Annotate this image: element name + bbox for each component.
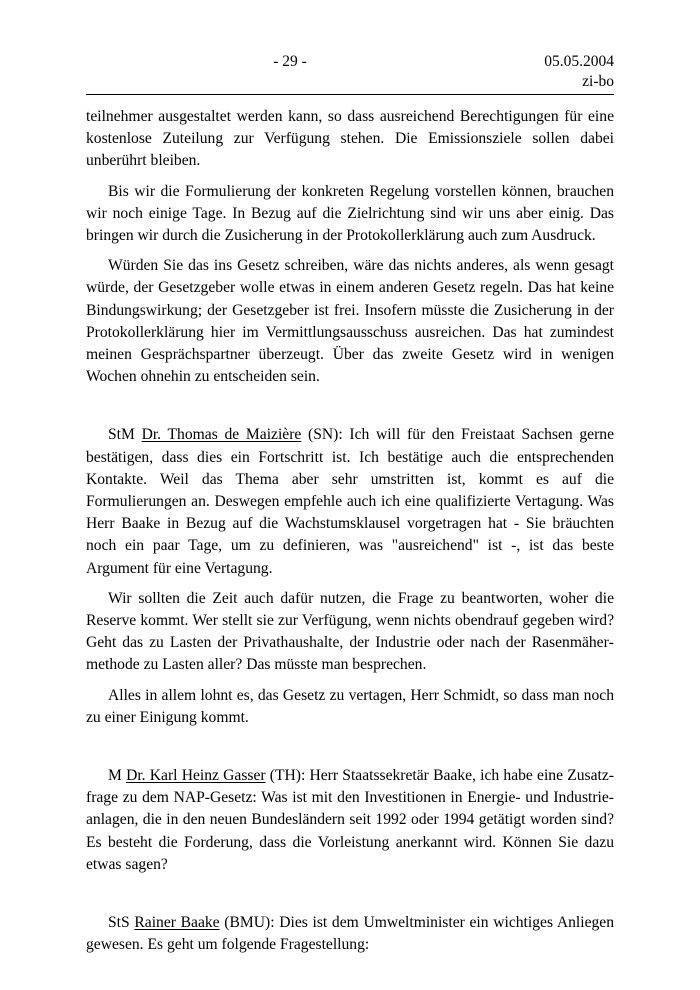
section-gap (86, 876, 614, 912)
statement-text: Dies ist dem Umweltminister ein wichtiges Anliegen gewesen. Es geht um folgende Fragestellung: (86, 914, 614, 954)
speaker-statement (86, 424, 614, 579)
speaker-role: StS (108, 914, 135, 932)
section-gap (86, 388, 614, 424)
speaker-role: StM (108, 426, 142, 444)
speaker-name: Dr. Karl Heinz Gasser (126, 767, 266, 785)
header-rule (86, 94, 614, 95)
speaker-party: (SN): (301, 426, 350, 444)
document-body (86, 106, 614, 957)
paragraph: Wir sollten die Zeit auch dafür nutzen, die Frage zu beantworten, woher die Reserve kommt. Wer stellt sie zur Verfügung, wenn nichts obendrauf gegeben wird? Geht das zu Lasten der Privathaushalte, der Industrie oder nach der Rasenmähermethode zu Lasten aller? Das müsste man besprechen. (86, 589, 614, 674)
paragraph: Alles in allem lohnt es, das Gesetz zu vertagen, Herr Schmidt, so dass man noch zu einer Einigung kommt. (86, 686, 614, 726)
paragraph: Bis wir die Formulierung der konkreten Regelung vorstellen können, brauchen wir noch einige Tage. In Bezug auf die Zielrichtung sind wir uns aber einig. Das bringen wir durch die Zusicherung in der Protokollerklärung auch zum Ausdruck. (86, 182, 614, 245)
speaker-party: (BMU): (219, 914, 280, 932)
paragraph-continuation: teilnehmer ausgestaltet werden kann, so dass ausreichend Berechtigungen für eine kostenlose Zuteilung zur Verfügung stehen. Die Emissionsziele sollen dabei unberührt bleiben. (86, 108, 614, 170)
statement-text: Ich will für den Freistaat Sachsen gerne bestätigen, dass dies ein Fortschritt ist. Ich bestätige auch die entsprechenden Kontakte. Weil das Thema aber sehr umstritten ist, kommt es auf die Formulierungen an. Deswegen empfehle auch ich eine qualifizierte Vertagung. Was Herr Baake in Bezug auf die Wachstumsklausel vorgetragen hat - Sie bräuchten noch ein paar Tage, um zu definieren, was "ausreichend" ist -, ist das beste Argument für eine Vertagung. (86, 426, 615, 577)
header-date: 05.05.2004 (544, 53, 614, 70)
header-code: zi-bo (582, 73, 614, 90)
speaker-name: Rainer Baake (134, 914, 220, 932)
speaker-party: (TH): (265, 767, 310, 785)
statement-text: Herr Staatssekretär Baake, ich habe eine Zusatzfrage zu dem NAP-Gesetz: Was ist mit den Investitionen in Energie- und Industrieanlagen, die in den neuen Bundesländern seit 1992 oder 1994 getätigt worden sind? Es besteht die Forderung, dass die Vorleistung anerkannt wird. Können Sie dazu etwas sagen? (86, 767, 614, 873)
paragraph: Würden Sie das ins Gesetz schreiben, wäre das nichts anderes, als wenn gesagt würde, der Gesetzgeber wolle etwas in einem anderen Gesetz regeln. Das hat keine Bindungswirkung; der Gesetzgeber ist frei. Insofern müsste die Zusicherung in der Protokollerklärung hier im Vermittlungsausschuss ausreichen. Das hat zumindest meinen Gesprächspartner überzeugt. Über das zweite Gesetz wird in wenigen Wochen ohnehin zu entscheiden sein. (86, 257, 614, 386)
speaker-statement (86, 765, 614, 876)
speaker-statement (86, 912, 614, 956)
section-gap (86, 729, 614, 765)
speaker-role: M (108, 767, 127, 785)
page-number: - 29 - (273, 53, 307, 70)
speaker-name: Dr. Thomas de Maizière (141, 426, 302, 444)
